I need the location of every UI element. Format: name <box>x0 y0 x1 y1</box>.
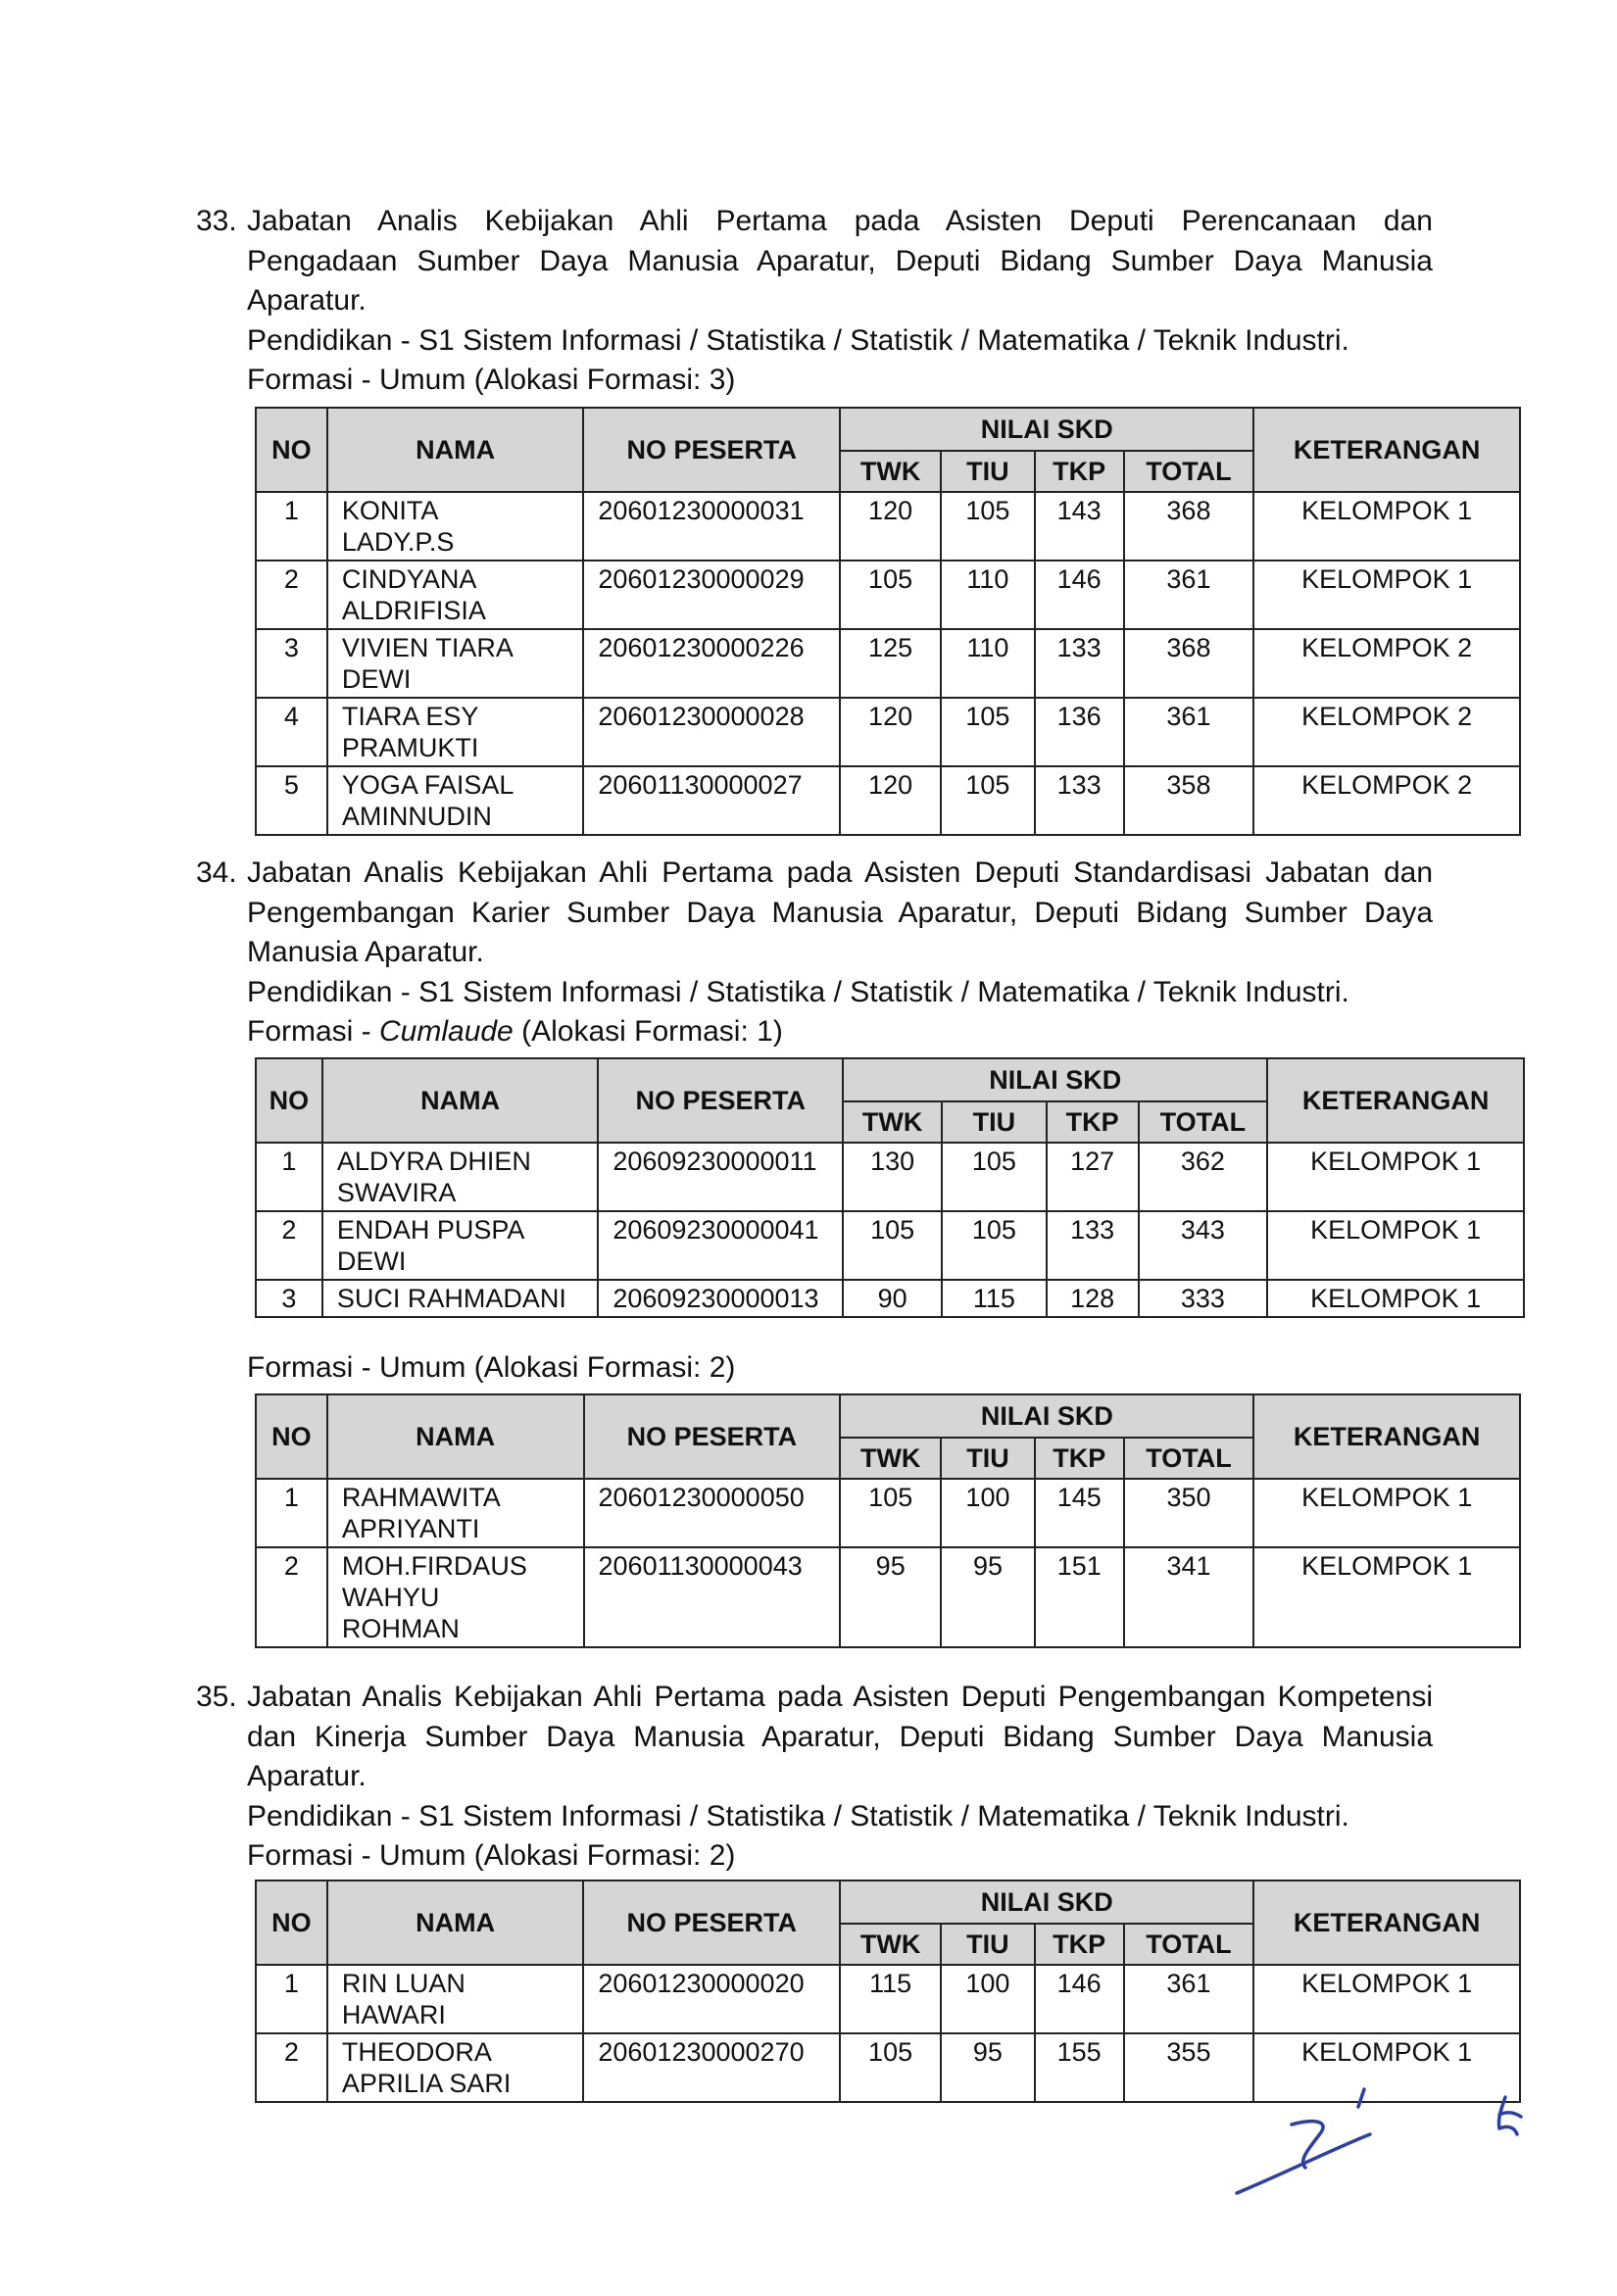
cell-tiu: 105 <box>942 1143 1047 1211</box>
table-row <box>256 561 1520 629</box>
cell-nama-line: RAHMAWITA <box>341 1483 501 1512</box>
cell-nama-line: ALDYRA DHIEN <box>336 1147 531 1176</box>
cell-tiu: 110 <box>941 561 1035 629</box>
title-line: Manusia Aparatur. <box>247 936 484 968</box>
cell-nama-line: APRILIA SARI <box>341 2069 512 2098</box>
cell-nama-line: VIVIEN TIARA <box>341 633 514 662</box>
cell-twk: 125 <box>840 629 941 698</box>
cell-tkp: 146 <box>1035 561 1124 629</box>
formasi-alokasi: (Alokasi Formasi: 1) <box>521 1015 783 1048</box>
section-33 <box>196 202 1517 401</box>
header-nilai-skd: NILAI SKD <box>843 1058 1267 1101</box>
cell-no-peserta: 20609230000041 <box>598 1211 843 1280</box>
pendidikan-line: Pendidikan - S1 Sistem Informasi / Statistika / Statistik / Matematika / Teknik Industri. <box>247 1799 1349 1832</box>
results-table <box>255 1880 1521 2103</box>
cell-nama-line: TIARA ESY <box>341 702 479 731</box>
cell-no: 3 <box>256 629 327 698</box>
cell-nama-line: PRAMUKTI <box>341 733 479 762</box>
cell-nama-line: KONITA <box>341 496 439 525</box>
header-twk: TWK <box>843 1101 942 1143</box>
header-no-peserta: NO PESERTA <box>584 1394 841 1479</box>
header-twk: TWK <box>840 1924 941 1965</box>
formasi-mode: Umum <box>379 364 466 396</box>
cell-nama <box>327 1547 584 1647</box>
cell-tkp: 127 <box>1047 1143 1139 1211</box>
cell-keterangan: KELOMPOK 1 <box>1253 561 1520 629</box>
title-line: Aparatur. <box>247 1760 367 1792</box>
header-tkp: TKP <box>1035 451 1124 492</box>
header-nama: NAMA <box>327 1394 584 1479</box>
cell-twk: 105 <box>843 1211 942 1280</box>
cell-tkp: 133 <box>1035 766 1124 835</box>
formasi-mode: Umum <box>379 1351 466 1384</box>
cell-total: 362 <box>1139 1143 1268 1211</box>
table-row <box>256 629 1520 698</box>
cell-tkp: 133 <box>1047 1211 1139 1280</box>
cell-tiu: 95 <box>941 2033 1035 2102</box>
cell-no: 1 <box>256 1965 327 2033</box>
cell-nama-line: CINDYANA <box>341 564 477 594</box>
section-number: 33. <box>196 205 237 237</box>
cell-no: 3 <box>256 1280 322 1317</box>
cell-keterangan: KELOMPOK 1 <box>1253 1547 1520 1647</box>
cell-twk: 120 <box>840 492 941 561</box>
cell-no-peserta: 20609230000013 <box>598 1280 843 1317</box>
cell-nama <box>327 561 584 629</box>
cell-nama <box>327 2033 584 2102</box>
cell-nama-line: DEWI <box>336 1246 407 1276</box>
title-line: Jabatan Analis Kebijakan Ahli Pertama pada Asisten Deputi Standardisasi Jabatan dan <box>247 856 1433 889</box>
formasi-prefix: Formasi - <box>247 1015 379 1048</box>
cell-no: 2 <box>256 1211 322 1280</box>
header-tiu: TIU <box>941 1438 1035 1479</box>
cell-nama-line: HAWARI <box>341 2000 446 2029</box>
title-line: dan Kinerja Sumber Daya Manusia Aparatur, Deputi Bidang Sumber Daya Manusia <box>247 1720 1433 1753</box>
header-keterangan: KETERANGAN <box>1253 408 1520 492</box>
cell-keterangan: KELOMPOK 1 <box>1267 1211 1524 1280</box>
section-34 <box>196 854 1517 1052</box>
cell-no-peserta: 20601230000028 <box>583 698 840 766</box>
header-no: NO <box>256 1394 327 1479</box>
cell-tiu: 100 <box>941 1965 1035 2033</box>
table-row <box>256 766 1520 835</box>
cell-nama <box>327 1479 584 1547</box>
header-twk: TWK <box>840 451 941 492</box>
table-row <box>256 1965 1520 2033</box>
header-tiu: TIU <box>942 1101 1047 1143</box>
cell-tiu: 110 <box>941 629 1035 698</box>
cell-nama-line: MOH.FIRDAUS <box>341 1551 527 1581</box>
cell-total: 358 <box>1124 766 1254 835</box>
header-nilai-skd: NILAI SKD <box>840 1881 1253 1924</box>
section-title <box>196 1678 1517 1797</box>
cell-nama-line: SUCI RAHMADANI <box>336 1284 566 1313</box>
cell-nama-line: THEODORA <box>341 2037 492 2067</box>
table-row <box>256 1211 1524 1280</box>
cell-keterangan: KELOMPOK 2 <box>1253 766 1520 835</box>
cell-nama <box>327 1965 584 2033</box>
cell-total: 355 <box>1124 2033 1254 2102</box>
cell-no-peserta: 20609230000011 <box>598 1143 843 1211</box>
cell-keterangan: KELOMPOK 1 <box>1267 1280 1524 1317</box>
cell-total: 361 <box>1124 1965 1254 2033</box>
title-line: Jabatan Analis Kebijakan Ahli Pertama pada Asisten Deputi Perencanaan dan <box>247 205 1433 237</box>
cell-nama <box>327 629 584 698</box>
cell-tiu: 100 <box>941 1479 1035 1547</box>
cell-nama <box>327 492 584 561</box>
cell-no: 5 <box>256 766 327 835</box>
cell-nama-line: AMINNUDIN <box>341 802 492 831</box>
header-nilai-skd: NILAI SKD <box>840 1394 1253 1438</box>
cell-keterangan: KELOMPOK 2 <box>1253 698 1520 766</box>
signature-initials <box>1215 2077 1548 2224</box>
cell-total: 361 <box>1124 698 1254 766</box>
cell-twk: 120 <box>840 698 941 766</box>
cell-total: 343 <box>1139 1211 1268 1280</box>
cell-nama <box>327 766 584 835</box>
cell-keterangan: KELOMPOK 1 <box>1253 1479 1520 1547</box>
cell-twk: 105 <box>840 2033 941 2102</box>
cell-tkp: 155 <box>1035 2033 1124 2102</box>
header-nama: NAMA <box>327 408 584 492</box>
header-tiu: TIU <box>941 451 1035 492</box>
cell-no-peserta: 20601230000050 <box>584 1479 841 1547</box>
header-total: TOTAL <box>1124 451 1254 492</box>
cell-no: 2 <box>256 561 327 629</box>
header-nama: NAMA <box>322 1058 598 1143</box>
header-no: NO <box>256 408 327 492</box>
cell-tkp: 128 <box>1047 1280 1139 1317</box>
section-title <box>196 202 1517 321</box>
cell-no: 2 <box>256 2033 327 2102</box>
cell-twk: 115 <box>840 1965 941 2033</box>
cell-nama-line: SWAVIRA <box>336 1178 457 1207</box>
cell-nama <box>327 698 584 766</box>
cell-keterangan: KELOMPOK 2 <box>1253 629 1520 698</box>
table-row <box>256 492 1520 561</box>
cell-keterangan: KELOMPOK 1 <box>1253 1965 1520 2033</box>
header-nilai-skd: NILAI SKD <box>840 408 1253 451</box>
header-keterangan: KETERANGAN <box>1253 1394 1520 1479</box>
cell-nama <box>322 1280 598 1317</box>
cell-tkp: 146 <box>1035 1965 1124 2033</box>
cell-no-peserta: 20601130000027 <box>583 766 840 835</box>
cell-no: 1 <box>256 1479 327 1547</box>
cell-total: 368 <box>1124 492 1254 561</box>
section-number: 35. <box>196 1681 237 1713</box>
cell-keterangan: KELOMPOK 1 <box>1253 2033 1520 2102</box>
formasi-block <box>196 1348 1517 1389</box>
cell-nama-line: RIN LUAN <box>341 1969 466 1998</box>
formasi-mode: Cumlaude <box>379 1015 514 1048</box>
cell-tkp: 145 <box>1035 1479 1124 1547</box>
cell-keterangan: KELOMPOK 1 <box>1253 492 1520 561</box>
results-table <box>255 1057 1525 1318</box>
cell-nama-line: ALDRIFISIA <box>341 596 486 625</box>
cell-nama-line: YOGA FAISAL <box>341 770 514 800</box>
cell-tiu: 105 <box>941 766 1035 835</box>
cell-nama-line: DEWI <box>341 664 412 694</box>
header-nama: NAMA <box>327 1881 584 1965</box>
formasi-alokasi: (Alokasi Formasi: 2) <box>473 1351 736 1384</box>
results-table <box>255 1393 1521 1648</box>
title-line: Pengadaan Sumber Daya Manusia Aparatur, Deputi Bidang Sumber Daya Manusia <box>247 244 1433 277</box>
cell-total: 341 <box>1124 1547 1254 1647</box>
cell-no-peserta: 20601230000029 <box>583 561 840 629</box>
cell-nama-line: WAHYU <box>341 1583 440 1612</box>
header-total: TOTAL <box>1139 1101 1268 1143</box>
cell-no-peserta: 20601230000031 <box>583 492 840 561</box>
cell-no-peserta: 20601230000226 <box>583 629 840 698</box>
formasi-line <box>196 1012 1517 1052</box>
table-row <box>256 1547 1520 1647</box>
title-line: Jabatan Analis Kebijakan Ahli Pertama pada Asisten Deputi Pengembangan Kompetensi <box>247 1681 1433 1713</box>
cell-nama-line: APRIYANTI <box>341 1514 480 1543</box>
formasi-line <box>196 361 1517 401</box>
section-number: 34. <box>196 856 237 889</box>
cell-twk: 120 <box>840 766 941 835</box>
cell-keterangan: KELOMPOK 1 <box>1267 1143 1524 1211</box>
header-no: NO <box>256 1058 322 1143</box>
formasi-alokasi: (Alokasi Formasi: 2) <box>473 1839 736 1872</box>
header-tkp: TKP <box>1035 1438 1124 1479</box>
cell-twk: 130 <box>843 1143 942 1211</box>
cell-nama-line: LADY.P.S <box>341 527 455 557</box>
cell-tkp: 143 <box>1035 492 1124 561</box>
pendidikan-line: Pendidikan - S1 Sistem Informasi / Statistika / Statistik / Matematika / Teknik Industri. <box>247 975 1349 1008</box>
cell-total: 350 <box>1124 1479 1254 1547</box>
cell-tiu: 95 <box>941 1547 1035 1647</box>
header-keterangan: KETERANGAN <box>1267 1058 1524 1143</box>
cell-no: 1 <box>256 492 327 561</box>
cell-nama-line: ROHMAN <box>341 1614 460 1643</box>
cell-total: 368 <box>1124 629 1254 698</box>
cell-no-peserta: 20601230000020 <box>583 1965 840 2033</box>
table-row <box>256 1143 1524 1211</box>
cell-tiu: 105 <box>941 698 1035 766</box>
title-line: Aparatur. <box>247 284 367 317</box>
formasi-alokasi: (Alokasi Formasi: 3) <box>473 364 736 396</box>
table-row <box>256 1280 1524 1317</box>
cell-tiu: 105 <box>941 492 1035 561</box>
cell-twk: 90 <box>843 1280 942 1317</box>
pendidikan-line: Pendidikan - S1 Sistem Informasi / Statistika / Statistik / Matematika / Teknik Industri. <box>247 323 1349 357</box>
formasi-prefix: Formasi - <box>247 364 379 396</box>
cell-total: 361 <box>1124 561 1254 629</box>
cell-tkp: 136 <box>1035 698 1124 766</box>
cell-twk: 105 <box>840 1479 941 1547</box>
header-total: TOTAL <box>1124 1924 1254 1965</box>
section-title <box>196 854 1517 973</box>
header-twk: TWK <box>840 1438 941 1479</box>
header-tkp: TKP <box>1047 1101 1139 1143</box>
header-tiu: TIU <box>941 1924 1035 1965</box>
cell-no-peserta: 20601130000043 <box>584 1547 841 1647</box>
cell-no: 4 <box>256 698 327 766</box>
header-keterangan: KETERANGAN <box>1253 1881 1520 1965</box>
table-row <box>256 1479 1520 1547</box>
title-line: Pengembangan Karier Sumber Daya Manusia Aparatur, Deputi Bidang Sumber Daya <box>247 896 1433 929</box>
cell-tkp: 133 <box>1035 629 1124 698</box>
formasi-mode: Umum <box>379 1839 466 1872</box>
header-total: TOTAL <box>1124 1438 1254 1479</box>
results-table <box>255 407 1521 836</box>
formasi-prefix: Formasi - <box>247 1351 379 1384</box>
formasi-prefix: Formasi - <box>247 1839 379 1872</box>
table-row <box>256 698 1520 766</box>
section-35 <box>196 1678 1517 1877</box>
formasi-line <box>196 1348 1517 1389</box>
cell-total: 333 <box>1139 1280 1268 1317</box>
cell-twk: 105 <box>840 561 941 629</box>
cell-no-peserta: 20601230000270 <box>583 2033 840 2102</box>
header-no: NO <box>256 1881 327 1965</box>
cell-no: 1 <box>256 1143 322 1211</box>
cell-twk: 95 <box>840 1547 941 1647</box>
header-no-peserta: NO PESERTA <box>583 1881 840 1965</box>
cell-tkp: 151 <box>1035 1547 1124 1647</box>
header-no-peserta: NO PESERTA <box>598 1058 843 1143</box>
formasi-line <box>196 1836 1517 1877</box>
cell-nama-line: ENDAH PUSPA <box>336 1215 525 1245</box>
cell-nama <box>322 1211 598 1280</box>
header-no-peserta: NO PESERTA <box>583 408 840 492</box>
cell-tiu: 115 <box>942 1280 1047 1317</box>
cell-nama <box>322 1143 598 1211</box>
cell-no: 2 <box>256 1547 327 1647</box>
cell-tiu: 105 <box>942 1211 1047 1280</box>
header-tkp: TKP <box>1035 1924 1124 1965</box>
